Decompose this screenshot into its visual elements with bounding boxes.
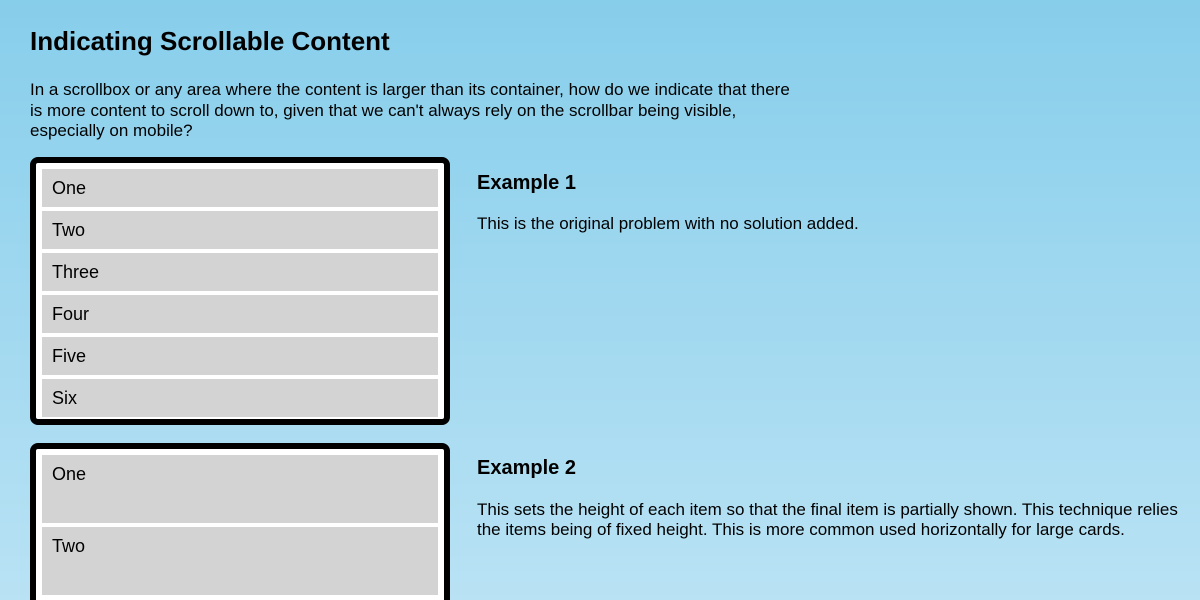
example-2-heading: Example 2 <box>477 457 576 479</box>
intro-paragraph: In a scrollbox or any area where the content is larger than its container, how do we indicate that there is more content to scroll down to, given that we can't always rely on the scrollbar being visible, especially on mobile? <box>30 80 790 140</box>
page-title: Indicating Scrollable Content <box>30 26 390 56</box>
example-2-description-line-1: This sets the height of each item so that the final item is partially shown. This technique relies <box>477 500 1178 519</box>
list-item: One <box>42 455 438 523</box>
list-item: One <box>42 169 438 207</box>
example-1-list <box>36 163 444 417</box>
example-1-heading: Example 1 <box>477 172 576 194</box>
example-2-description-line-2: the items being of fixed height. This is more common used horizontally for large cards. <box>477 520 1125 539</box>
list-item: Two <box>42 527 438 595</box>
list-item: Six <box>42 379 438 417</box>
list-item: Four <box>42 295 438 333</box>
example-2-scrollbox[interactable] <box>30 443 450 600</box>
list-item: Three <box>42 253 438 291</box>
example-1-scrollbox[interactable] <box>30 157 450 425</box>
list-item: Two <box>42 211 438 249</box>
example-1-description: This is the original problem with no solution added. <box>477 214 859 233</box>
example-2-list <box>36 449 444 595</box>
list-item: Five <box>42 337 438 375</box>
